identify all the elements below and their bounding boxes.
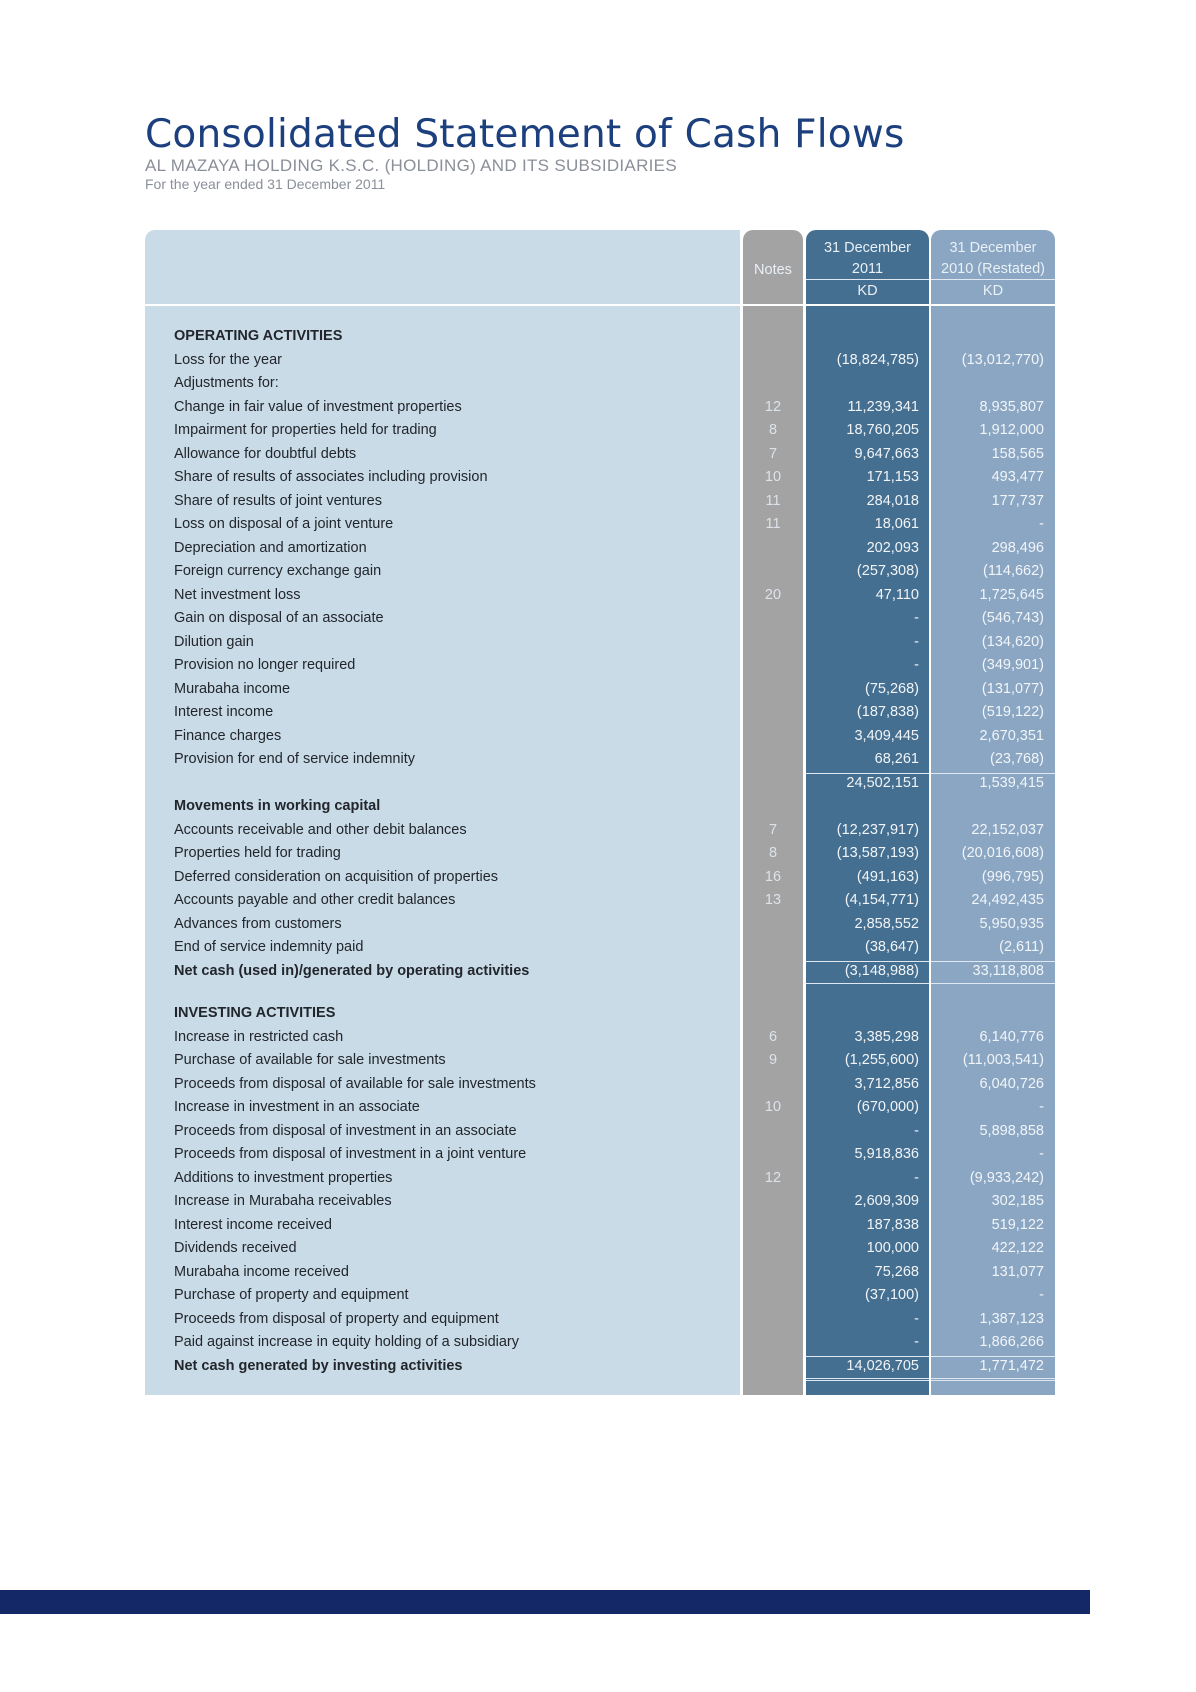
row-note: 7 bbox=[768, 821, 778, 838]
table-row bbox=[145, 1214, 1055, 1238]
row-value-2011: 47,110 bbox=[875, 586, 919, 603]
row-value-2010: 302,185 bbox=[991, 1193, 1044, 1209]
row-label: Change in fair value of investment properties bbox=[174, 398, 462, 415]
row-value-2011: (75,268) bbox=[864, 680, 919, 697]
double-underline bbox=[931, 1380, 1055, 1381]
table-row bbox=[145, 1049, 1055, 1073]
row-value-2011: 2,858,552 bbox=[854, 915, 919, 932]
row-note: 8 bbox=[768, 845, 778, 861]
subtotal-rule bbox=[931, 773, 1055, 774]
table-row bbox=[145, 513, 1055, 537]
row-value-2011: 14,026,705 bbox=[846, 1357, 919, 1374]
row-value-2011: 3,409,445 bbox=[854, 727, 919, 744]
table-row bbox=[145, 678, 1055, 702]
row-value-2011: 171,153 bbox=[866, 469, 919, 485]
row-value-2010: - bbox=[1039, 1146, 1044, 1162]
total-row bbox=[145, 960, 1055, 984]
table-row bbox=[145, 631, 1055, 655]
table-row bbox=[145, 537, 1055, 561]
subtotal-rule bbox=[931, 961, 1055, 962]
prior-year-header-line2: 2010 (Restated) bbox=[941, 261, 1045, 277]
table-row bbox=[145, 1167, 1055, 1191]
row-value-2011: - bbox=[914, 1169, 919, 1186]
row-value-2011: (3,148,988) bbox=[844, 962, 919, 979]
row-value-2010: (9,933,242) bbox=[969, 1169, 1044, 1186]
row-label: Depreciation and amortization bbox=[174, 539, 367, 556]
subtotal-rule bbox=[806, 773, 929, 774]
row-value-2010: (11,003,541) bbox=[962, 1052, 1044, 1068]
row-value-2010: - bbox=[1039, 1287, 1044, 1303]
notes-header: Notes bbox=[754, 262, 792, 278]
table-row bbox=[145, 1261, 1055, 1285]
row-label: Proceeds from disposal of available for sale investments bbox=[174, 1075, 536, 1092]
row-label: Purchase of available for sale investments bbox=[174, 1052, 446, 1068]
row-value-2011: 202,093 bbox=[866, 539, 919, 556]
row-label: Accounts receivable and other debit balances bbox=[174, 821, 467, 838]
row-label: Finance charges bbox=[174, 727, 282, 744]
row-value-2011: 3,385,298 bbox=[854, 1028, 919, 1045]
row-value-2010: 24,492,435 bbox=[971, 892, 1044, 908]
row-value-2010: 519,122 bbox=[991, 1216, 1044, 1233]
row-label: OPERATING ACTIVITIES bbox=[174, 328, 343, 344]
subtotal-rule bbox=[806, 1356, 929, 1357]
prior-year-header-unit: KD bbox=[982, 283, 1004, 299]
header-rule-prior bbox=[931, 279, 1055, 280]
row-value-2010: 1,912,000 bbox=[979, 422, 1044, 438]
row-value-2010: (23,768) bbox=[989, 751, 1044, 767]
row-value-2011: (670,000) bbox=[856, 1099, 919, 1115]
table-row bbox=[145, 748, 1055, 772]
row-value-2010: 298,496 bbox=[991, 539, 1044, 556]
row-value-2011: (257,308) bbox=[856, 563, 919, 579]
table-row bbox=[145, 584, 1055, 608]
row-label: Share of results of associates including provision bbox=[174, 469, 488, 485]
table-row bbox=[145, 725, 1055, 749]
row-value-2011: 284,018 bbox=[866, 492, 919, 509]
row-note: 11 bbox=[765, 492, 781, 509]
row-value-2010: (134,620) bbox=[981, 633, 1044, 650]
row-value-2010: 5,898,858 bbox=[979, 1122, 1044, 1139]
row-label: Dilution gain bbox=[174, 633, 254, 650]
row-label: Properties held for trading bbox=[174, 845, 341, 861]
row-value-2010: 131,077 bbox=[991, 1263, 1044, 1280]
row-value-2010: 1,771,472 bbox=[979, 1357, 1044, 1374]
row-value-2011: 75,268 bbox=[874, 1263, 919, 1280]
table-row bbox=[145, 866, 1055, 890]
row-value-2011: 18,061 bbox=[874, 516, 919, 532]
row-note: 12 bbox=[764, 398, 782, 415]
cash-flow-statement bbox=[145, 230, 1055, 1395]
subtotal-row bbox=[145, 772, 1055, 796]
table-row bbox=[145, 1237, 1055, 1261]
row-value-2011: 5,918,836 bbox=[854, 1146, 919, 1162]
row-label: Increase in restricted cash bbox=[174, 1028, 344, 1045]
row-value-2011: (18,824,785) bbox=[836, 351, 919, 368]
row-value-2011: (37,100) bbox=[864, 1287, 919, 1303]
page-title: Consolidated Statement of Cash Flows bbox=[145, 112, 905, 157]
closing-rules bbox=[145, 1378, 1055, 1388]
table-row bbox=[145, 1308, 1055, 1332]
table-row bbox=[145, 1026, 1055, 1050]
row-label: Net cash generated by investing activities bbox=[174, 1357, 463, 1374]
current-year-header-line2: 2011 bbox=[851, 261, 884, 277]
row-value-2010: (519,122) bbox=[981, 704, 1044, 720]
row-label: Interest income bbox=[174, 704, 274, 720]
row-label: Deferred consideration on acquisition of properties bbox=[174, 868, 499, 885]
row-label: Loss for the year bbox=[174, 351, 282, 368]
row-label: Net investment loss bbox=[174, 586, 301, 603]
row-value-2010: (114,662) bbox=[983, 563, 1044, 579]
table-row bbox=[145, 1331, 1055, 1355]
row-value-2010: (20,016,608) bbox=[961, 845, 1044, 861]
row-value-2011: 3,712,856 bbox=[854, 1075, 919, 1092]
row-note: 7 bbox=[768, 445, 778, 462]
row-label: End of service indemnity paid bbox=[174, 939, 364, 955]
row-value-2011: 100,000 bbox=[866, 1240, 919, 1256]
row-label: Purchase of property and equipment bbox=[174, 1287, 409, 1303]
prior-year-header-line1: 31 December bbox=[949, 240, 1037, 256]
row-note: 12 bbox=[764, 1169, 782, 1186]
row-value-2011: - bbox=[914, 657, 919, 673]
table-row bbox=[145, 1073, 1055, 1097]
table-row bbox=[145, 913, 1055, 937]
row-label: Accounts payable and other credit balances bbox=[174, 892, 456, 908]
row-label: Proceeds from disposal of investment in an associate bbox=[174, 1122, 517, 1139]
table-row bbox=[145, 1143, 1055, 1167]
row-value-2011: (13,587,193) bbox=[836, 845, 919, 861]
row-label: Net cash (used in)/generated by operating activities bbox=[174, 962, 530, 979]
table-row bbox=[145, 701, 1055, 725]
row-value-2011: (38,647) bbox=[864, 939, 919, 955]
row-value-2011: - bbox=[914, 633, 919, 650]
row-label: Increase in investment in an associate bbox=[174, 1099, 420, 1115]
table-row bbox=[145, 607, 1055, 631]
row-value-2010: 2,670,351 bbox=[979, 727, 1044, 744]
row-label: Allowance for doubtful debts bbox=[174, 445, 357, 462]
row-label: Advances from customers bbox=[174, 915, 342, 932]
row-label: Loss on disposal of a joint venture bbox=[174, 516, 394, 532]
row-label: Murabaha income received bbox=[174, 1263, 349, 1280]
row-value-2011: (1,255,600) bbox=[844, 1052, 919, 1068]
row-value-2011: 68,261 bbox=[874, 751, 919, 767]
row-note: 9 bbox=[768, 1052, 778, 1068]
row-value-2010: 422,122 bbox=[991, 1240, 1044, 1256]
row-value-2010: 33,118,808 bbox=[972, 962, 1044, 979]
row-value-2011: - bbox=[914, 1310, 919, 1327]
row-value-2011: (4,154,771) bbox=[844, 892, 919, 908]
row-value-2010: 6,040,726 bbox=[979, 1075, 1044, 1092]
table-row bbox=[145, 560, 1055, 584]
row-value-2010: 5,950,935 bbox=[979, 915, 1044, 932]
table-row bbox=[145, 349, 1055, 373]
row-label: Proceeds from disposal of investment in a joint venture bbox=[174, 1146, 527, 1162]
statement-rows bbox=[145, 325, 1055, 1388]
table-row bbox=[145, 1096, 1055, 1120]
table-row bbox=[145, 419, 1055, 443]
row-label: Provision no longer required bbox=[174, 657, 356, 673]
row-note: 10 bbox=[764, 1099, 782, 1115]
row-label: Movements in working capital bbox=[174, 798, 381, 814]
table-row bbox=[145, 396, 1055, 420]
row-value-2011: 187,838 bbox=[866, 1216, 919, 1233]
row-label: Additions to investment properties bbox=[174, 1169, 393, 1186]
row-value-2010: (546,743) bbox=[981, 610, 1044, 626]
row-label: Proceeds from disposal of property and equipment bbox=[174, 1310, 499, 1327]
reporting-period: For the year ended 31 December 2011 bbox=[145, 176, 386, 192]
row-label: Dividends received bbox=[174, 1240, 297, 1256]
row-value-2010: 6,140,776 bbox=[979, 1028, 1044, 1045]
row-value-2010: 158,565 bbox=[991, 445, 1044, 462]
footer-bar bbox=[0, 1590, 1090, 1614]
table-row bbox=[145, 1284, 1055, 1308]
row-note: 10 bbox=[764, 469, 782, 485]
row-label: INVESTING ACTIVITIES bbox=[174, 1005, 336, 1021]
row-label: Share of results of joint ventures bbox=[174, 492, 382, 509]
row-value-2010: - bbox=[1039, 1099, 1044, 1115]
row-value-2010: (131,077) bbox=[981, 680, 1044, 697]
table-row bbox=[145, 1190, 1055, 1214]
table-row bbox=[145, 983, 1055, 1002]
row-note: 13 bbox=[764, 892, 782, 908]
row-value-2011: 24,502,151 bbox=[846, 774, 919, 791]
table-row bbox=[145, 372, 1055, 396]
row-value-2010: (13,012,770) bbox=[961, 351, 1044, 368]
row-value-2010: 8,935,807 bbox=[979, 398, 1044, 415]
subtotal-rule bbox=[806, 961, 929, 962]
row-value-2010: 1,539,415 bbox=[979, 774, 1044, 791]
row-note: 8 bbox=[768, 422, 778, 438]
row-note: 6 bbox=[768, 1028, 778, 1045]
table-row bbox=[145, 936, 1055, 960]
current-year-header-line1: 31 December bbox=[823, 240, 912, 256]
row-value-2011: (187,838) bbox=[856, 704, 919, 720]
row-label: Increase in Murabaha receivables bbox=[174, 1193, 392, 1209]
row-value-2011: - bbox=[914, 610, 919, 626]
row-value-2010: - bbox=[1039, 516, 1044, 532]
row-note: 20 bbox=[764, 586, 782, 603]
row-value-2010: 177,737 bbox=[991, 492, 1044, 509]
row-value-2010: (2,611) bbox=[999, 939, 1044, 955]
row-value-2011: (12,237,917) bbox=[836, 821, 919, 838]
row-value-2010: 493,477 bbox=[991, 469, 1044, 485]
table-row bbox=[145, 1002, 1055, 1026]
row-value-2010: 1,866,266 bbox=[979, 1334, 1044, 1350]
table-row bbox=[145, 842, 1055, 866]
double-underline bbox=[806, 1380, 929, 1381]
row-value-2011: 18,760,205 bbox=[846, 422, 919, 438]
table-row bbox=[145, 795, 1055, 819]
row-value-2010: (349,901) bbox=[981, 657, 1044, 673]
table-row bbox=[145, 466, 1055, 490]
table-row bbox=[145, 490, 1055, 514]
table-row bbox=[145, 819, 1055, 843]
row-label: Impairment for properties held for trading bbox=[174, 422, 437, 438]
table-row bbox=[145, 889, 1055, 913]
row-label: Paid against increase in equity holding of a subsidiary bbox=[174, 1334, 519, 1350]
row-label: Foreign currency exchange gain bbox=[174, 563, 382, 579]
row-label: Murabaha income bbox=[174, 680, 291, 697]
row-value-2010: 22,152,037 bbox=[971, 821, 1044, 838]
header-rule-current bbox=[806, 279, 929, 280]
row-value-2010: 1,725,645 bbox=[979, 586, 1044, 603]
row-value-2011: - bbox=[914, 1334, 919, 1350]
current-year-header-unit: KD bbox=[857, 283, 878, 299]
row-value-2011: - bbox=[914, 1122, 919, 1139]
company-name: AL MAZAYA HOLDING K.S.C. (HOLDING) AND ITS SUBSIDIARIES bbox=[145, 156, 677, 175]
row-label: Provision for end of service indemnity bbox=[174, 751, 415, 767]
row-note: 11 bbox=[765, 516, 781, 532]
row-value-2011: 11,239,341 bbox=[847, 398, 919, 415]
row-label: Gain on disposal of an associate bbox=[174, 610, 384, 626]
table-row bbox=[145, 1120, 1055, 1144]
row-value-2011: (491,163) bbox=[856, 868, 919, 885]
table-row bbox=[145, 325, 1055, 349]
row-note: 16 bbox=[764, 868, 782, 885]
row-value-2010: (996,795) bbox=[981, 868, 1044, 885]
row-label: Interest income received bbox=[174, 1216, 332, 1233]
table-row bbox=[145, 654, 1055, 678]
row-value-2010: 1,387,123 bbox=[979, 1310, 1044, 1327]
table-row bbox=[145, 443, 1055, 467]
total-row bbox=[145, 1355, 1055, 1379]
row-value-2011: 2,609,309 bbox=[854, 1193, 919, 1209]
row-label: Adjustments for: bbox=[174, 375, 279, 391]
row-value-2011: 9,647,663 bbox=[854, 445, 919, 462]
header-divider bbox=[145, 304, 1055, 306]
subtotal-rule bbox=[931, 1356, 1055, 1357]
